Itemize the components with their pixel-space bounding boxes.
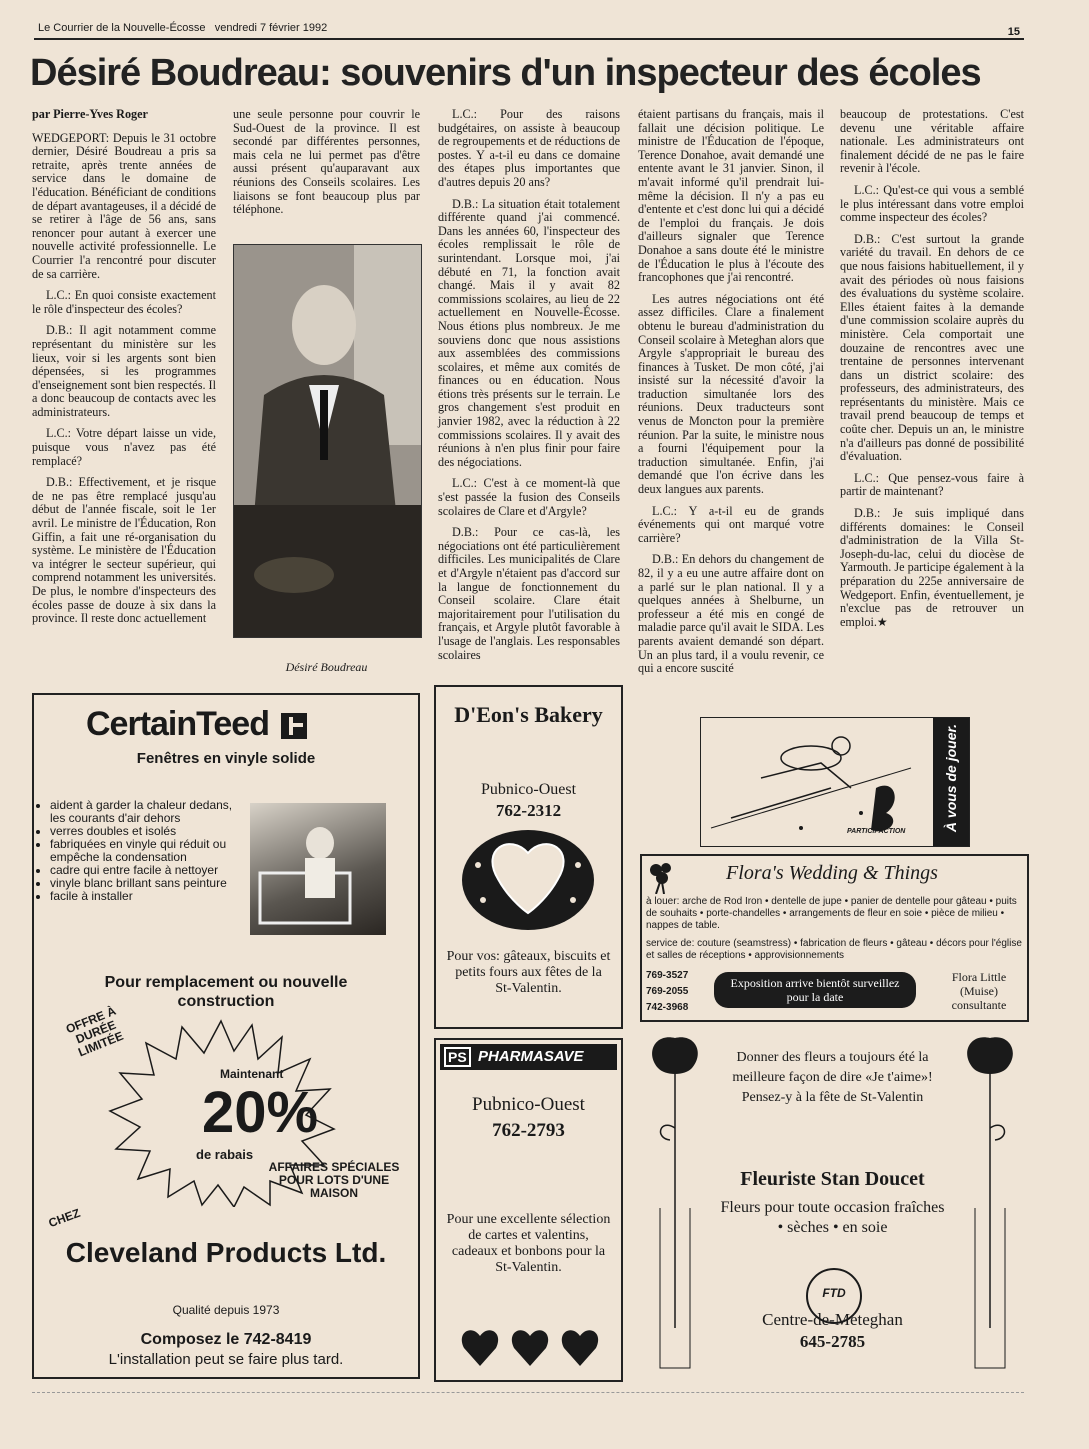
discount-sub: de rabais: [196, 1147, 254, 1162]
ad-participaction: [700, 717, 970, 847]
list-item: • facile à installer: [50, 890, 240, 903]
paragraph: étaient partisans du français, mais il fallait une décision politique. Le ministre de l'Éducation de l'époque, Terence Donahoe, avait demandé une entente avant le 31 janvier. Sinon, il m'avait informé qu'il prendrait lui-même la décision. Il n'y a pas eu d'entente et c'est donc lui qui a décidé de l'emploi du français. Je dois d'ailleurs signaler que Terence Donahoe a sans doute été le ministre de l'Éducation le plus à l'écoute des francophones que j'ai rencontré.: [638, 107, 824, 285]
ftd-logo-text: FTD: [822, 1286, 846, 1300]
phone-number: 769-2055: [646, 986, 689, 997]
fleuriste-place: Centre-de-Meteghan: [762, 1310, 903, 1329]
ad-subtitle: Fenêtres en vinyle solide: [136, 750, 316, 767]
feature-list: [38, 799, 240, 903]
phone-number: 769-3527: [646, 970, 689, 981]
rose-vase-left-icon: [640, 1028, 710, 1378]
offer-badge: OFFRE À DURÉE LIMITÉE: [63, 1003, 126, 1060]
flora-rent: à louer: arche de Rod Iron • dentelle de jupe • panier de dentelle pour gâteau • puits de souhaits • porte-chandelles • arrangements de fleur en soie • pièce de milieu • nappes de table.: [646, 896, 1017, 931]
fleuriste-message: Donner des fleurs a toujours été la meilleure façon de dire «Je t'aime»! Pensez-y à la fête de St-Valentin: [732, 1050, 933, 1105]
ad-pharmasave: [434, 1038, 623, 1382]
ad-fleuriste: [640, 1028, 1025, 1378]
list-item: • aident à garder la chaleur dedans, les courants d'air dehors: [50, 799, 240, 825]
list-item: • vinyle blanc brillant sans peinture: [50, 877, 240, 890]
phone-number: 742-3968: [646, 1002, 689, 1013]
page-number: 15: [1007, 26, 1020, 38]
paragraph: WEDGEPORT: Depuis le 31 octobre dernier, Désiré Boudreau a pris sa retraite, après trente années de service dans le domaine de l'éducation. Bénéficiant de conditions de départ avantageuses, il a décidé de se retirer à l'âge de 56 ans, sans renoncer pour autant à exercer une nouvelle activité professionnelle. Le Courrier l'a rencontré pour discuter de sa carrière.: [32, 130, 216, 281]
participaction-brand: PARTICIPACTION: [847, 828, 906, 835]
bakery-place: Pubnico-Ouest: [480, 781, 577, 798]
pharmasave-place: Pubnico-Ouest: [472, 1094, 585, 1115]
special-offer: AFFAIRES SPÉCIALES POUR LOTS D'UNE MAISON: [268, 1160, 400, 1200]
fleuriste-phone: 645-2785: [799, 1332, 866, 1351]
byline: par Pierre-Yves Roger: [32, 107, 148, 121]
paragraph: D.B.: C'est surtout la grande variété du travail. En dehors de ce que nous faisions habituellement, il y avait des périodes où nous faisions des évaluations du système scolaire. Elles étaient faites à la demande d'une commission scolaire auprès du ministère. Cela comportait une douzaine de rencontres avec une trentaine de personnes intervenant dans un district scolaire: des professeurs, des administrateurs, des représentants du ministère. Mais ce travail prend beaucoup de temps et coûte cher. Depuis un an, le ministre n'a d'ailleurs pas donné de possibilité d'évaluation.: [840, 231, 1024, 464]
paragraph: L.C.: Qu'est-ce qui vous a semblé le plus intéressant dans votre emploi comme inspecteur des écoles?: [840, 182, 1024, 225]
bouquet-icon: [646, 860, 676, 894]
paragraph: D.B.: Je suis impliqué dans différents domaines: le Conseil d'administration de la Villa St-Joseph-du-lac, celui du diocèse de Yarmouth. Je participe également à la préparation du 225e anniversaire de Wedgeport. Enfin, éventuellement, je n'exclue pas de retrouver un emploi.★: [840, 506, 1024, 629]
company-since: Qualité depuis 1973: [172, 1303, 280, 1317]
paragraph: L.C.: Votre départ laisse un vide, puisque vous n'avez pas été remplacé?: [32, 426, 216, 468]
pharmasave-phone: 762-2793: [492, 1120, 565, 1141]
pharmasave-desc: Pour une excellente sélection de cartes et valentins, cadeaux et bonbons pour la St-Valentin.: [446, 1212, 611, 1275]
skier-illustration: [701, 718, 931, 844]
paragraph: D.B.: Pour ce cas-là, les négociations ont été particulièrement difficiles. Les municipalités de Clare et d'Argyle n'étaient pas d'accord sur la langue de fonctionnement du Conseil scolaire. Clare était majoritairement pour l'utilisation du français, et Argyle plutôt favorable à l'usage de l'anglais. Les responsables scolaires: [438, 525, 620, 662]
ad-deons-bakery: [434, 685, 623, 1029]
issue-date: vendredi 7 février 1992: [214, 22, 328, 34]
now-label: Maintenant: [220, 1067, 284, 1081]
portrait-illustration: [234, 245, 421, 637]
bakery-name: D'Eon's Bakery: [454, 702, 603, 727]
article-column-3: [438, 108, 620, 670]
list-item: • fabriquées en vinyle qui réduit ou empêche la condensation: [50, 838, 240, 864]
install-note: L'installation peut se faire plus tard.: [108, 1351, 344, 1368]
fleuriste-tagline: Fleurs pour toute occasion fraîches • sèches • en soie: [720, 1199, 945, 1236]
paragraph: L.C.: C'est à ce moment-là que s'est passée la fusion des Conseils scolaires de Clare et d'Argyle?: [438, 476, 620, 518]
paragraph: Les autres négociations ont été assez difficiles. Clare a finalement obtenu le bureau d'administration du Conseil scolaire à Meteghan alors que Argyle s'appropriait le bureau des finances à Tusket. De mon côté, j'ai insisté sur la nécessité d'avoir la traduction simultanée lors des réunions. Deux traducteurs sont venus de Moncton pour la première réunion. Par la suite, le ministre nous a fourni l'équipement pour la traduction simultanée. Enfin, j'ai demandé que l'on écrive dans les deux langues aux parents.: [638, 291, 824, 497]
flora-phones: [646, 968, 688, 1016]
paper-name: Le Courrier de la Nouvelle-Écosse: [38, 22, 206, 34]
paragraph: D.B.: En dehors du changement de 82, il y a eu une autre affaire dont on a parlé sur le plan national. Il y a quelques années à Shelburne, un professeur a été mis en congé de maladie parce qu'il avait le SIDA. Les parents avaient demandé son départ. Un an plus tard, il a voulu revenir, ce qui a encore suscité: [638, 552, 824, 676]
flora-title: Flora's Wedding & Things: [726, 862, 938, 884]
company-phone: Composez le 742-8419: [140, 1331, 312, 1348]
paragraph: L.C.: Que pensez-vous faire à partir de maintenant?: [840, 470, 1024, 499]
ad-certainteed: [32, 693, 420, 1379]
window-illustration: [250, 803, 386, 935]
masthead-left: [38, 22, 327, 34]
paragraph: D.B.: Effectivement, et je risque de ne pas être remplacé jusqu'au début de l'année fiscale, soit le 1er avril. Le ministre de l'Éducation, Ron Giffin, a fait une ré-organisation du système. Le ministère de l'Éducation va intégrer le secteur supérieur, qui comprend notamment les universités. De plus, le nombre d'inspecteurs des écoles passe de douze à six dans la province. Il reste donc actuellement: [32, 475, 216, 626]
paragraph: beaucoup de protestations. C'est devenu une véritable affaire nationale. Les administrateurs ont finalement décidé de ne pas le faire revenir à l'école.: [840, 107, 1024, 176]
ad-tagline: Pour remplacement ou nouvelle construction: [104, 974, 348, 1010]
exposition-banner: Exposition arrive bientôt surveillez pour la date: [714, 972, 916, 1008]
masthead: [34, 18, 1024, 40]
slogan-band: [933, 718, 969, 846]
cake-icon: [458, 825, 598, 935]
list-item: • verres doubles et isolés: [50, 825, 240, 838]
ad-floras-wedding: [640, 854, 1029, 1022]
brand-name: CertainTeed: [86, 705, 269, 743]
participaction-slogan: À vous de jouer.: [943, 723, 959, 833]
brand-title: [86, 705, 307, 744]
article-column-2: [233, 108, 420, 225]
paragraph: L.C.: Y a-t-il eu de grands événements qui ont marqué votre carrière?: [638, 503, 824, 545]
article-column-1: [32, 108, 216, 634]
chez-label: CHEZ: [46, 1205, 83, 1231]
rose-vase-right-icon: [955, 1028, 1025, 1378]
paragraph: L.C.: En quoi consiste exactement le rôle d'inspecteur des écoles?: [32, 288, 216, 316]
photo-caption: Désiré Boudreau: [285, 660, 368, 674]
bakery-phone: 762-2312: [495, 801, 562, 820]
list-item: • cadre qui entre facile à nettoyer: [50, 864, 240, 877]
discount-value: 20%: [202, 1080, 319, 1145]
bakery-desc: Pour vos: gâteaux, biscuits et petits fours aux fêtes de la St-Valentin.: [446, 949, 611, 996]
paragraph: L.C.: Pour des raisons budgétaires, on assiste à beaucoup de regroupements et de réductions de postes. Y a-t-il eu dans ce domaine des étapes plus importantes que d'autres depuis 20 ans?: [438, 107, 620, 189]
pharmasave-banner: [440, 1044, 617, 1070]
candy-hearts-icon: [450, 1322, 610, 1372]
pharmasave-logo-icon: PS: [444, 1047, 471, 1067]
paragraph: une seule personne pour couvrir le Sud-Ouest de la province. Il est secondé par différentes personnes, mais cela ne lui permet pas d'être aussi présent qu'auparavant aux réunions des Conseils scolaires. Les liaisons se font beaucoup plus par téléphone.: [233, 107, 420, 217]
article-column-4: [638, 108, 824, 684]
paragraph: D.B.: La situation était totalement différente quand j'ai commencé. Dans les années 60, l'inspecteur des écoles remplissait le rôle de surintendant. Lorsque moi, j'ai débuté en 71, la fonction avait changé. Mais il y avait 82 commissions scolaires, au lieu de 22 actuellement en Nouvelle-Écosse. Nous étions plus nombreux. Je me souviens donc que nous assistions aux assemblées des commissions scolaires, et même aux comités de finances ou en éducation. Nous étions très présents sur le terrain. Le gros changement s'est produit en janvier 1982, avec la réduction à 22 commissions scolaires. Il y avait des réunions à n'en plus finir pour faire des négociations.: [438, 196, 620, 469]
window-photo: [250, 803, 386, 935]
headline: Désiré Boudreau: souvenirs d'un inspecteur des écoles: [30, 52, 981, 94]
flora-contact: Flora Little (Muise) consultante: [951, 970, 1007, 1012]
bottom-rule: [32, 1392, 1024, 1393]
article-column-5: [840, 108, 1024, 637]
certainteed-logo-icon: [281, 713, 307, 739]
paragraph: D.B.: Il agit notamment comme représentant du ministère sur les lieux, voir si les argents sont bien dépensées, si les programmes d'enseignement sont bien respectés. Il a donc beaucoup de contacts avec les administrateurs.: [32, 323, 216, 419]
fleuriste-name: Fleuriste Stan Doucet: [740, 1168, 925, 1190]
portrait-photo: [233, 244, 422, 638]
pharmasave-brand: PHARMASAVE: [478, 1048, 584, 1065]
company-name: Cleveland Products Ltd.: [65, 1237, 387, 1268]
flora-service: service de: couture (seamstress) • fabrication de fleurs • gâteau • décors pour l'église et salles de réceptions • approvisionnements: [646, 938, 1022, 961]
